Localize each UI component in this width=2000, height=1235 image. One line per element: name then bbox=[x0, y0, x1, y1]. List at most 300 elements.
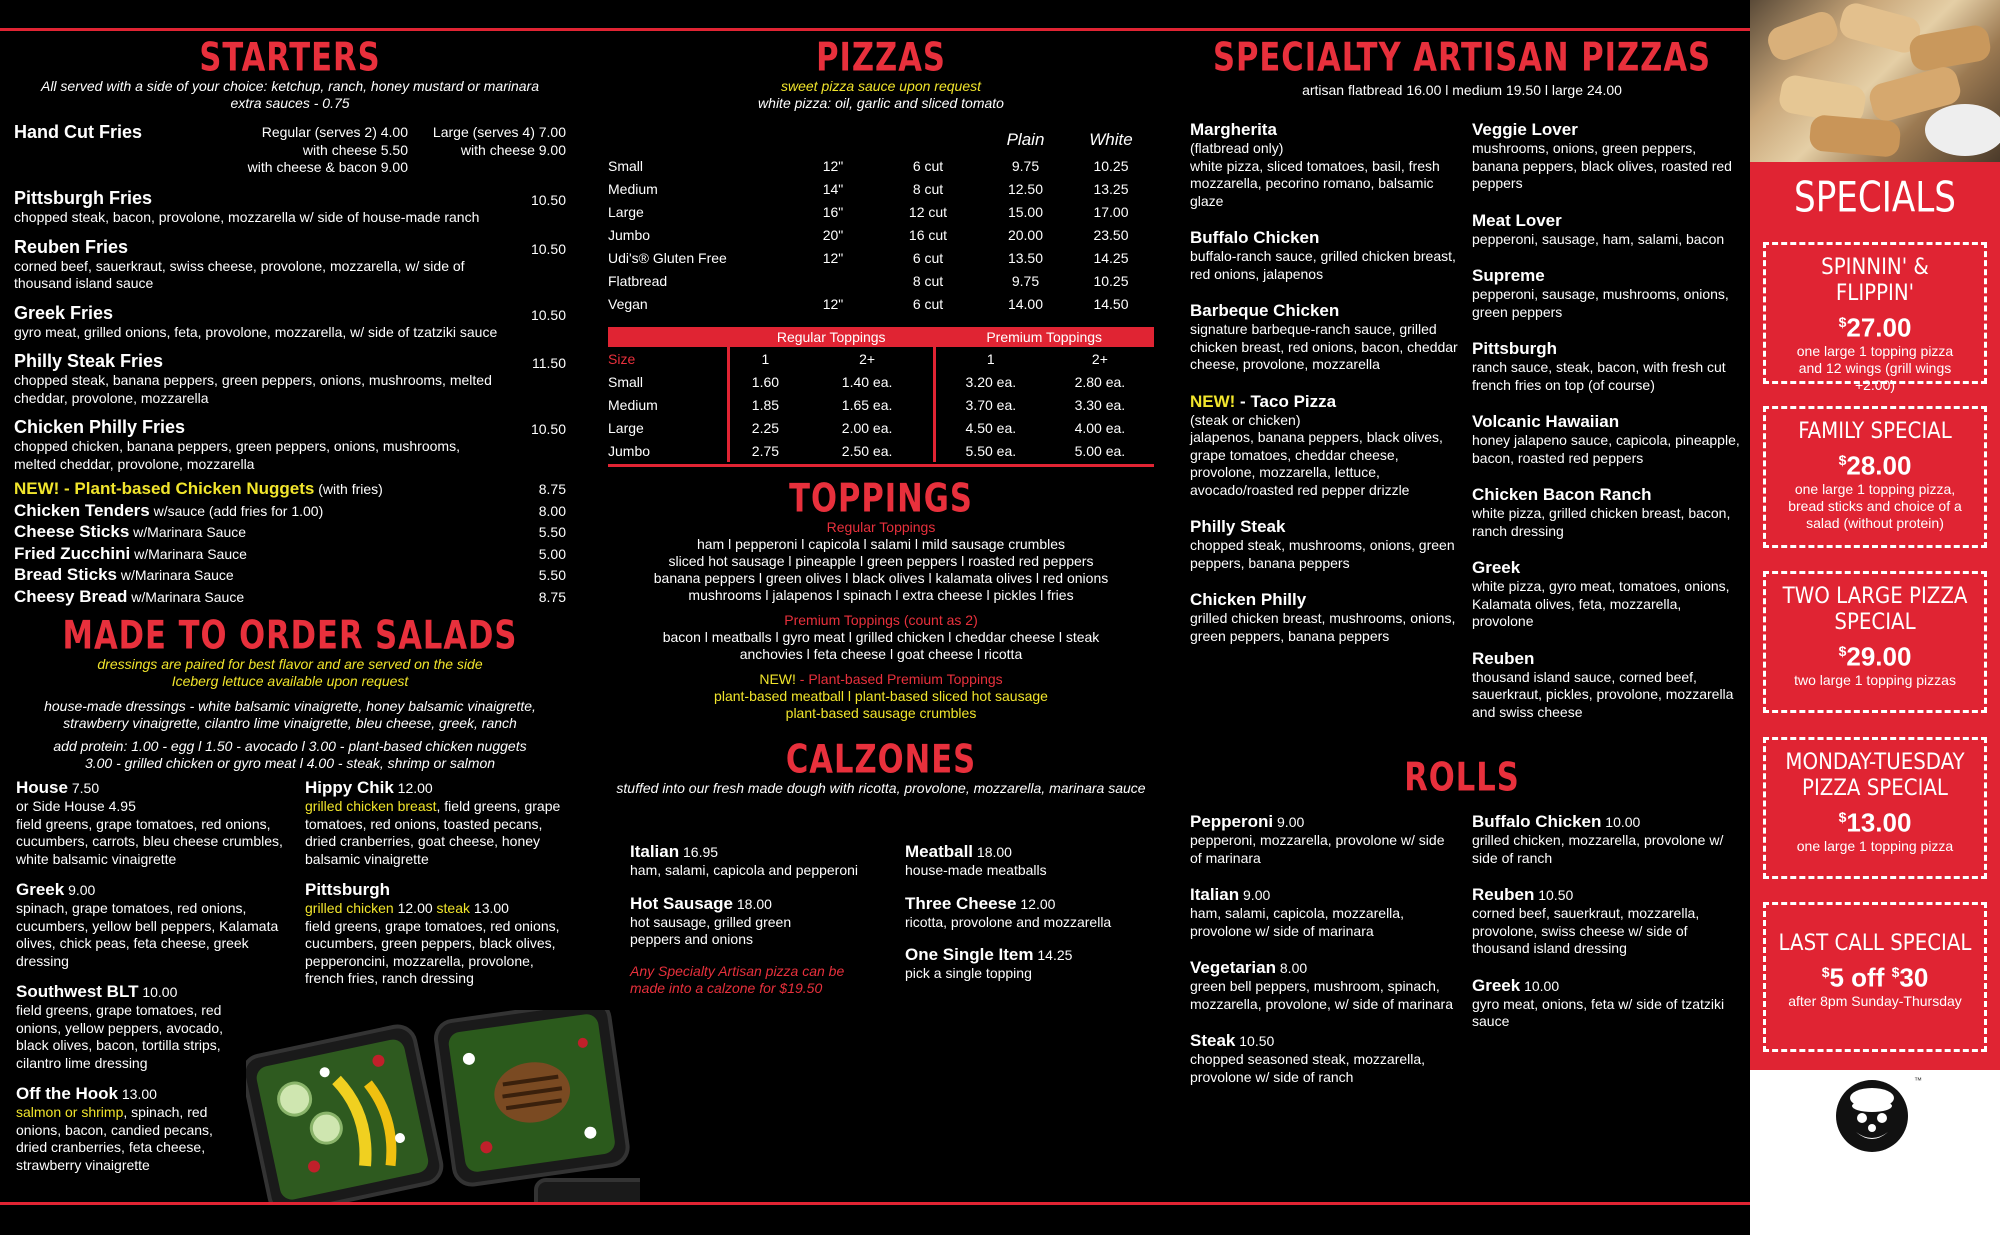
size-diameter bbox=[793, 269, 873, 292]
item-desc: , spinach, red onions, bacon, candied pecans, dried cranberries, feta cheese, strawberry vinaigrette bbox=[16, 1104, 213, 1173]
menu-item bbox=[1190, 812, 1460, 867]
salad-greek bbox=[16, 880, 291, 970]
pizzas-white-note: white pizza: oil, garlic and sliced tomato bbox=[758, 95, 1004, 111]
item-price: 10.50 bbox=[530, 240, 566, 257]
special-desc: after 8pm Sunday-Thursday bbox=[1788, 992, 1962, 1009]
pizza-size-row bbox=[608, 223, 1154, 246]
starter-item bbox=[14, 303, 566, 342]
topping-price-row bbox=[608, 370, 1154, 393]
reg-one-price: 2.25 bbox=[728, 416, 801, 439]
price-chicken: 12.00 bbox=[393, 900, 437, 916]
dressings-line1: house-made dressings - white balsamic vinaigrette, honey balsamic vinaigrette, bbox=[44, 698, 536, 714]
item-price: 10.50 bbox=[1235, 1033, 1275, 1049]
regular-line1: ham l pepperoni l capicola l salami l mild sausage crumbles bbox=[696, 536, 1066, 552]
item-name: Pittsburgh Fries bbox=[14, 188, 153, 208]
pizza-price-table bbox=[608, 126, 1154, 315]
calzones-left bbox=[630, 842, 880, 997]
item-name: Buffalo Chicken bbox=[1190, 228, 1320, 247]
protein-chicken: grilled chicken bbox=[305, 900, 394, 916]
price-white: 10.25 bbox=[1093, 272, 1129, 289]
price-plain: 9.75 bbox=[1011, 157, 1040, 174]
prem-two-price: 4.00 ea. bbox=[1074, 419, 1126, 436]
price-value: 27.00 bbox=[1846, 312, 1912, 343]
item-name: Barbeque Chicken bbox=[1190, 301, 1340, 320]
item-price: 10.50 bbox=[1534, 887, 1574, 903]
item-price: 7.50 bbox=[67, 780, 100, 796]
item-name: Cheese Sticks bbox=[14, 522, 130, 541]
bottom-rule bbox=[0, 1202, 1750, 1205]
item-desc: hot sausage, grilled green peppers and onions bbox=[630, 913, 792, 947]
item-desc: pepperoni, sausage, mushrooms, onions, green peppers bbox=[1472, 286, 1729, 320]
item-price: 8.00 bbox=[1276, 960, 1308, 976]
prem-two: 2+ bbox=[1091, 350, 1108, 367]
item-name: Veggie Lover bbox=[1472, 120, 1578, 139]
artisan-section bbox=[1190, 34, 1734, 99]
special-desc: one large 1 topping pizza bbox=[1796, 837, 1954, 854]
prem-one-price: 3.70 ea. bbox=[934, 393, 1045, 416]
size-cut: 16 cut bbox=[908, 226, 948, 243]
rolls-title: ROLLS bbox=[1404, 755, 1520, 801]
menu-item bbox=[1472, 812, 1740, 867]
item-desc: field greens, grape tomatoes, red onions, yellow peppers, avocado, black olives, bacon, tortilla strips, cilantro lime dressing bbox=[16, 1002, 224, 1071]
reg-one-price: 1.60 bbox=[728, 370, 801, 393]
new-badge: NEW! bbox=[759, 671, 796, 687]
item-desc: (flatbread only) white pizza, sliced tomatoes, basil, fresh mozzarella, pecorino romano, balsamic glaze bbox=[1190, 140, 1440, 209]
dash: - bbox=[1235, 391, 1251, 411]
item-name: NEW! - Plant-based Chicken Nuggets bbox=[14, 479, 315, 498]
item-desc: pick a single topping bbox=[905, 965, 1032, 981]
price-white: 14.25 bbox=[1093, 249, 1129, 266]
item-desc: house-made meatballs bbox=[905, 862, 1047, 878]
calzone-meatball bbox=[905, 842, 1155, 880]
hand-cut-fries bbox=[14, 122, 566, 178]
item-name: Reuben bbox=[1472, 648, 1535, 668]
size-name: Jumbo bbox=[608, 226, 651, 243]
starter-item bbox=[14, 417, 566, 473]
starter-short-item bbox=[14, 479, 566, 501]
menu-item bbox=[1190, 392, 1460, 500]
menu-item bbox=[1190, 517, 1460, 572]
menu-item bbox=[1190, 301, 1460, 374]
size-name: Large bbox=[608, 419, 644, 436]
topping-price-row bbox=[608, 416, 1154, 439]
item-note: w/Marinara Sauce bbox=[129, 524, 247, 540]
size-name: Small bbox=[608, 157, 644, 174]
reg-two-price: 2.00 ea. bbox=[841, 419, 893, 436]
price-plain: 20.00 bbox=[1007, 226, 1044, 243]
premium-line1: bacon l meatballs l gyro meat l grilled chicken l cheddar cheese l steak bbox=[662, 629, 1100, 645]
calzones-note: stuffed into our fresh made dough with ricotta, provolone, mozzarella, marinara sauce bbox=[616, 780, 1146, 796]
menu-item bbox=[1472, 412, 1740, 467]
item-note: w/Marinara Sauce bbox=[127, 588, 245, 605]
item-price: 8.75 bbox=[538, 481, 566, 497]
item-price: 10.00 bbox=[1601, 814, 1641, 830]
size-name: Vegan bbox=[608, 295, 648, 312]
item-desc: pepperoni, mozzarella, provolone w/ side of marinara bbox=[1190, 832, 1445, 866]
pizza-size-row bbox=[608, 246, 1154, 269]
restaurant-logo bbox=[1834, 1076, 1914, 1156]
protein-line2: 3.00 - grilled chicken or gyro meat l 4.00 - steak, shrimp or salmon bbox=[84, 755, 496, 771]
menu-item bbox=[1190, 228, 1460, 283]
price-value: 29.00 bbox=[1846, 641, 1912, 672]
currency: $ bbox=[1838, 314, 1847, 330]
prem-two-price: 3.30 ea. bbox=[1074, 396, 1126, 413]
item-name: Hippy Chik bbox=[305, 778, 394, 797]
item-name: Italian bbox=[630, 842, 680, 861]
artisan-left bbox=[1190, 120, 1460, 663]
item-name: Italian bbox=[1190, 885, 1240, 904]
reg-two-price: 2.50 ea. bbox=[841, 442, 893, 459]
item-desc: corned beef, sauerkraut, mozzarella, provolone, swiss cheese w/ side of thousand island dressing bbox=[1472, 905, 1700, 956]
starters-section bbox=[14, 34, 566, 772]
protein-steak: steak bbox=[436, 900, 471, 916]
item-name: Greek bbox=[1472, 975, 1521, 995]
item-name: Chicken Philly Fries bbox=[14, 417, 186, 437]
premium-toppings-label: Premium Toppings (count as 2) bbox=[784, 612, 978, 628]
specials-title: SPECIALS bbox=[1793, 172, 1956, 222]
item-price: 10.50 bbox=[530, 192, 566, 208]
prem-one-price: 3.20 ea. bbox=[934, 370, 1045, 393]
price-value: 28.00 bbox=[1846, 450, 1912, 481]
calzone-one-single-item bbox=[905, 945, 1155, 983]
special-threshold: 30 bbox=[1899, 962, 1929, 993]
item-name: Greek bbox=[1472, 558, 1521, 577]
item-price: 16.95 bbox=[679, 844, 719, 860]
starter-short-item bbox=[14, 587, 566, 609]
item-price: 10.50 bbox=[530, 421, 566, 437]
prem-one-price: 4.50 ea. bbox=[934, 416, 1045, 439]
calzone-hot-sausage bbox=[630, 894, 820, 949]
size-name: Udi's® Gluten Free bbox=[608, 249, 727, 266]
regular-line2: sliced hot sausage l pineapple l green peppers l roasted red peppers bbox=[668, 553, 1094, 569]
special-price bbox=[1766, 445, 1984, 481]
regular-toppings-label: Regular Toppings bbox=[826, 519, 936, 535]
item-price: 12.00 bbox=[1016, 895, 1056, 912]
item-name: House bbox=[16, 778, 68, 797]
plant-line1: plant-based meatball l plant-based sliced hot sausage bbox=[714, 688, 1048, 704]
breadsticks-photo bbox=[1750, 0, 2000, 162]
price-plain: 12.50 bbox=[1007, 180, 1044, 197]
item-protein: salmon or shrimp bbox=[16, 1104, 124, 1120]
special-title: SPINNIN' & FLIPPIN' bbox=[1821, 255, 1929, 306]
item-desc: thousand island sauce, corned beef, sauerkraut, pickles, provolone, mozzarella and swiss cheese bbox=[1472, 668, 1734, 720]
size-name: Flatbread bbox=[608, 272, 668, 289]
item-price: 11.50 bbox=[532, 355, 566, 371]
menu-item bbox=[1472, 339, 1740, 394]
item-name: Buffalo Chicken bbox=[1472, 812, 1602, 831]
item-desc: chopped chicken, banana peppers, green peppers, onions, mushrooms, melted cheddar, provolone, mozzarella bbox=[14, 438, 460, 472]
size-name: Medium bbox=[608, 396, 658, 413]
item-desc: white pizza, grilled chicken breast, bacon, ranch dressing bbox=[1472, 505, 1731, 539]
fries-regular-bacon: with cheese & bacon 9.00 bbox=[247, 159, 408, 175]
special-desc: two large 1 topping pizzas bbox=[1794, 671, 1956, 688]
size-diameter: 12" bbox=[822, 295, 844, 312]
item-name: Meatball bbox=[905, 842, 974, 861]
item-desc: chopped seasoned steak, mozzarella, provolone w/ side of ranch bbox=[1190, 1051, 1426, 1085]
currency: $ bbox=[1821, 964, 1830, 980]
size-cut: 12 cut bbox=[908, 203, 948, 220]
reg-two: 2+ bbox=[859, 350, 876, 367]
pizza-size-row bbox=[608, 154, 1154, 177]
item-desc: chopped steak, banana peppers, green peppers, onions, mushrooms, melted cheddar, provolone, mozzarella bbox=[14, 372, 492, 406]
plant-toppings-label: - Plant-based Premium Toppings bbox=[795, 671, 1003, 687]
calzones-title: CALZONES bbox=[785, 737, 977, 783]
pizzas-title: PIZZAS bbox=[816, 35, 946, 81]
item-desc: (steak or chicken) jalapenos, banana peppers, black olives, grape tomatoes, cheddar cheese, provolone, mozzarella, lettuce, avocado/roasted red pepper drizzle bbox=[1190, 411, 1443, 498]
fries-large: Large (serves 4) 7.00 bbox=[432, 124, 566, 140]
menu-item bbox=[1472, 485, 1740, 540]
size-name: Medium bbox=[608, 180, 658, 197]
item-note: w/Marinara Sauce bbox=[130, 545, 247, 562]
item-price: 10.50 bbox=[530, 306, 566, 323]
item-price: 18.00 bbox=[732, 895, 772, 912]
item-desc: honey jalapeno sauce, capicola, pineapple, bacon, roasted red peppers bbox=[1472, 432, 1740, 466]
price-plain: 13.50 bbox=[1007, 249, 1044, 266]
size-diameter: 20" bbox=[822, 226, 844, 243]
item-desc: ham, salami, capicola and pepperoni bbox=[630, 862, 859, 878]
salad-southwest-blt bbox=[16, 982, 256, 1072]
price-white: 17.00 bbox=[1093, 203, 1129, 220]
starter-item bbox=[14, 188, 566, 227]
top-rule bbox=[0, 28, 1750, 31]
menu-item bbox=[1472, 120, 1740, 193]
item-desc: grilled chicken breast, mushrooms, onions, green peppers, banana peppers bbox=[1190, 610, 1456, 644]
item-desc: buffalo-ranch sauce, grilled chicken breast, red onions, jalapenos bbox=[1190, 248, 1456, 282]
item-desc: gyro meat, grilled onions, feta, provolone, mozzarella, w/ side of tzatziki sauce bbox=[14, 323, 498, 340]
special-title: LAST CALL SPECIAL bbox=[1778, 931, 1972, 956]
menu-item bbox=[1472, 266, 1740, 321]
special-price bbox=[1766, 636, 1984, 672]
topping-price-row bbox=[608, 439, 1154, 462]
item-desc: ricotta, provolone and mozzarella bbox=[905, 913, 1112, 930]
salad-hippy-chik bbox=[305, 778, 563, 868]
currency: $ bbox=[1838, 643, 1847, 659]
menu-item bbox=[1190, 120, 1460, 210]
size-label: Size bbox=[608, 350, 636, 367]
price-plain: 9.75 bbox=[1011, 272, 1040, 289]
item-desc: ranch sauce, steak, bacon, with fresh cut french fries on top (of course) bbox=[1472, 359, 1726, 393]
item-desc: mushrooms, onions, green peppers, banana peppers, black olives, roasted red peppers bbox=[1472, 140, 1732, 191]
starters-note: All served with a side of your choice: ketchup, ranch, honey mustard or marinara bbox=[40, 78, 540, 94]
item-name: Meat Lover bbox=[1472, 210, 1562, 230]
calzone-italian bbox=[630, 842, 880, 880]
item-desc: pepperoni, sausage, ham, salami, bacon bbox=[1472, 230, 1725, 247]
item-desc: signature barbeque-ranch sauce, grilled chicken breast, red onions, bacon, cheddar cheese, provolone, mozzarella bbox=[1190, 321, 1458, 372]
prem-one: 1 bbox=[934, 347, 1045, 370]
size-name: Small bbox=[608, 373, 644, 390]
item-name: Bread Sticks bbox=[14, 565, 117, 584]
starter-item bbox=[14, 351, 566, 407]
special-box bbox=[1763, 571, 1987, 713]
special-amount: 5 off bbox=[1829, 962, 1892, 993]
item-desc: field greens, grape tomatoes, red onions, cucumbers, green peppers, black olives, pepperoncini, mozzarella, provolone, french fries, ranch dressing bbox=[305, 917, 560, 986]
item-price: 5.50 bbox=[538, 567, 566, 583]
menu-item bbox=[1190, 958, 1460, 1013]
size-diameter: 12" bbox=[822, 249, 844, 266]
item-price: 9.00 bbox=[1239, 887, 1271, 903]
item-name: Taco Pizza bbox=[1250, 391, 1337, 411]
new-badge: NEW! bbox=[1190, 391, 1236, 411]
pizza-size-row bbox=[608, 269, 1154, 292]
reg-one: 1 bbox=[728, 347, 801, 370]
item-name: Reuben Fries bbox=[14, 236, 129, 257]
item-name: Off the Hook bbox=[16, 1084, 118, 1103]
menu-item bbox=[1472, 885, 1740, 958]
menu-item bbox=[1472, 649, 1740, 722]
plant-line2: plant-based sausage crumbles bbox=[785, 705, 977, 721]
menu-item bbox=[1190, 1031, 1460, 1086]
pizza-size-row bbox=[608, 292, 1154, 315]
calzones-right bbox=[905, 842, 1155, 983]
item-name: Pepperoni bbox=[1190, 812, 1274, 831]
fries-regular: Regular (serves 2) 4.00 bbox=[261, 124, 408, 140]
special-price bbox=[1766, 802, 1984, 838]
item-name: Philly Steak bbox=[1190, 517, 1286, 536]
rolls-right bbox=[1472, 812, 1740, 1049]
rolls-left bbox=[1190, 812, 1460, 1104]
item-price: 8.00 bbox=[538, 502, 566, 519]
pizza-size-row bbox=[608, 200, 1154, 223]
item-name: Chicken Tenders bbox=[14, 500, 150, 520]
item-price: 10.00 bbox=[1520, 977, 1560, 994]
starters-extra-sauce: extra sauces - 0.75 bbox=[230, 95, 350, 111]
item-desc: spinach, grape tomatoes, red onions, cucumbers, yellow bell peppers, Kalamata olives, chick peas, feta cheese, greek dressing bbox=[16, 900, 279, 969]
item-name: Margherita bbox=[1190, 120, 1277, 139]
salads-iceberg-note: Iceberg lettuce available upon request bbox=[171, 673, 409, 689]
prem-one-price: 5.50 ea. bbox=[934, 439, 1045, 462]
currency: $ bbox=[1891, 964, 1900, 980]
price-plain: 15.00 bbox=[1007, 203, 1044, 220]
salad-pittsburgh bbox=[305, 880, 563, 988]
item-name: Pittsburgh bbox=[305, 880, 390, 899]
item-price: 5.00 bbox=[538, 545, 566, 562]
item-price: 18.00 bbox=[973, 844, 1012, 860]
starters-title: STARTERS bbox=[199, 35, 381, 81]
col-white: White bbox=[1089, 130, 1133, 149]
item-desc: chopped steak, mushrooms, onions, green peppers, banana peppers bbox=[1190, 537, 1455, 571]
price-value: 13.00 bbox=[1846, 807, 1912, 838]
special-box bbox=[1763, 242, 1987, 393]
currency: $ bbox=[1838, 809, 1847, 825]
item-protein: grilled chicken breast bbox=[305, 798, 437, 814]
size-diameter: 14" bbox=[822, 180, 844, 197]
item-name: Chicken Bacon Ranch bbox=[1472, 485, 1652, 504]
item-name: Southwest BLT bbox=[16, 982, 139, 1001]
col-plain: Plain bbox=[1006, 130, 1045, 149]
price-steak: 13.00 bbox=[470, 900, 509, 916]
calzone-promo: Any Specialty Artisan pizza can be made into a calzone for $19.50 bbox=[630, 962, 845, 996]
item-price: 12.00 bbox=[393, 780, 433, 796]
item-name: Cheesy Bread bbox=[14, 586, 128, 606]
salads-title: MADE TO ORDER SALADS bbox=[62, 613, 518, 659]
protein-line1: add protein: 1.00 - egg l 1.50 - avocado l 3.00 - plant-based chicken nuggets bbox=[53, 738, 527, 754]
item-name: Hot Sausage bbox=[630, 893, 733, 913]
item-price: 8.75 bbox=[538, 588, 566, 605]
item-desc: gyro meat, onions, feta w/ side of tzatziki sauce bbox=[1472, 995, 1725, 1029]
menu-item bbox=[1190, 885, 1460, 940]
price-plain: 14.00 bbox=[1007, 295, 1044, 312]
size-diameter: 12" bbox=[822, 157, 844, 174]
price-white: 13.25 bbox=[1093, 180, 1129, 197]
menu-item bbox=[1472, 211, 1740, 249]
artisan-right bbox=[1472, 120, 1740, 739]
item-price: 10.00 bbox=[138, 984, 178, 1000]
salad-photo bbox=[246, 1010, 640, 1202]
artisan-sizes: artisan flatbread 16.00 l medium 19.50 l large 24.00 bbox=[1302, 82, 1622, 98]
size-cut: 6 cut bbox=[912, 249, 944, 266]
item-price: 13.00 bbox=[118, 1086, 157, 1102]
salads-note: dressings are paired for best flavor and are served on the side bbox=[97, 656, 483, 672]
reg-two-price: 1.40 ea. bbox=[841, 373, 893, 390]
special-price bbox=[1766, 307, 1984, 343]
calzone-three-cheese bbox=[905, 894, 1155, 932]
fries-large-cheese: with cheese 9.00 bbox=[460, 141, 566, 158]
topping-price-row bbox=[608, 393, 1154, 416]
special-title: TWO LARGE PIZZA SPECIAL bbox=[1782, 584, 1968, 635]
pizzas-section bbox=[608, 34, 1154, 797]
item-name: Philly Steak Fries bbox=[14, 351, 164, 371]
reg-one-price: 2.75 bbox=[728, 439, 801, 462]
item-name: Vegetarian bbox=[1190, 958, 1276, 977]
currency: $ bbox=[1838, 452, 1847, 468]
item-note: (with fries) bbox=[314, 481, 383, 497]
item-name: Pittsburgh bbox=[1472, 339, 1557, 358]
trademark: ™ bbox=[1914, 1076, 1922, 1085]
reg-one-price: 1.85 bbox=[728, 393, 801, 416]
prem-two-price: 5.00 ea. bbox=[1074, 442, 1126, 459]
toppings-title: TOPPINGS bbox=[789, 476, 973, 522]
regular-line3: banana peppers l green olives l black olives l kalamata olives l red onions bbox=[653, 570, 1109, 586]
item-desc: white pizza, gyro meat, tomatoes, onions, Kalamata olives, feta, mozzarella, provolone bbox=[1472, 578, 1730, 629]
item-name: Greek Fries bbox=[14, 302, 114, 323]
item-price: 9.00 bbox=[1273, 814, 1305, 830]
item-name: Steak bbox=[1190, 1031, 1236, 1050]
price-white: 23.50 bbox=[1093, 226, 1129, 243]
item-name: Reuben bbox=[1472, 885, 1535, 904]
special-box bbox=[1763, 406, 1987, 548]
regular-toppings-header: Regular Toppings bbox=[728, 327, 934, 347]
dressings-line2: strawberry vinaigrette, cilantro lime vinaigrette, bleu cheese, greek, ranch bbox=[63, 715, 517, 731]
item-desc: green bell peppers, mushroom, spinach, mozzarella, provolone, w/ side of marinara bbox=[1190, 978, 1454, 1012]
pizzas-sauce-note: sweet pizza sauce upon request bbox=[780, 78, 981, 94]
item-desc: corned beef, sauerkraut, swiss cheese, provolone, mozzarella, w/ side of thousand island sauce bbox=[14, 257, 465, 291]
size-cut: 6 cut bbox=[912, 157, 944, 174]
special-desc: one large 1 topping pizza, bread sticks and choice of a salad (without protein) bbox=[1788, 480, 1962, 531]
special-box bbox=[1763, 737, 1987, 879]
table-rule bbox=[608, 464, 1154, 467]
item-name: Three Cheese bbox=[905, 893, 1017, 913]
last-call-special bbox=[1763, 902, 1987, 1052]
menu-item bbox=[1190, 590, 1460, 645]
special-title: MONDAY-TUESDAY PIZZA SPECIAL bbox=[1785, 750, 1965, 801]
price-white: 10.25 bbox=[1093, 157, 1129, 174]
starter-items bbox=[14, 188, 566, 473]
starter-short-item bbox=[14, 544, 566, 566]
starter-short-items bbox=[14, 479, 566, 608]
starter-short-item bbox=[14, 501, 566, 523]
item-note: w/Marinara Sauce bbox=[117, 567, 234, 583]
item-price: 14.25 bbox=[1033, 947, 1073, 963]
pizza-size-row bbox=[608, 177, 1154, 200]
size-cut: 6 cut bbox=[912, 295, 944, 312]
toppings-price-table bbox=[608, 327, 1154, 462]
premium-toppings-header: Premium Toppings bbox=[934, 327, 1154, 347]
item-name: Greek bbox=[16, 880, 65, 899]
size-cut: 8 cut bbox=[912, 180, 944, 197]
item-desc: ham, salami, capicola, mozzarella, provolone w/ side of marinara bbox=[1190, 905, 1404, 939]
regular-line4: mushrooms l jalapenos l spinach l extra cheese l pickles l fries bbox=[688, 587, 1074, 603]
menu-item bbox=[1472, 976, 1740, 1031]
